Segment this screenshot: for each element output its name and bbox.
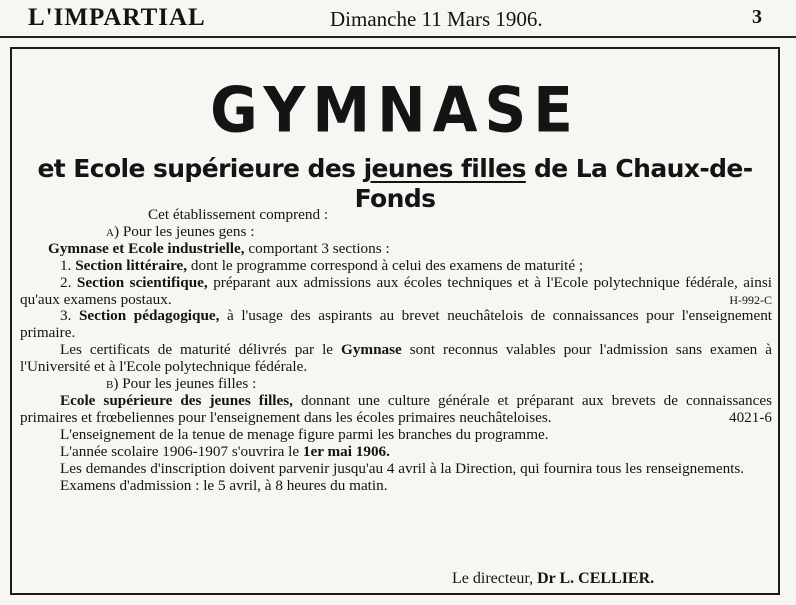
newspaper-title: L'IMPARTIAL xyxy=(28,4,206,31)
section-3: 3. Section pédagogique, à l'usage des aspirants au brevet neuchâtelois de connaissances pour l'enseignement primaire. xyxy=(20,307,773,342)
signature: Le directeur, Dr L. CELLIER. xyxy=(452,570,655,587)
ad-subtitle: et Ecole supérieure des jeunes filles de La Chaux-de-Fonds xyxy=(37,154,753,213)
gymnase-advertisement xyxy=(10,47,780,595)
ecole-paragraph: Ecole supérieure des jeunes filles, donnant une culture générale et préparant aux brevets de connaissances primaires et frœbeliennes pour l'enseignement dans les écoles primaires neuchâteloises. 4021-6 xyxy=(20,391,772,426)
section-1: 1. Section littéraire, dont le programme correspond à celui des examens de maturité ; xyxy=(60,256,584,274)
director-name: Dr L. CELLIER. xyxy=(537,570,655,587)
section-2: 2. Section scientifique, préparant aux admissions aux écoles techniques et à l'Ecole polytechnique fédérale, ainsi qu'aux examens postaux. H-992-C xyxy=(20,273,772,308)
menage-line: L'enseignement de la tenue de menage figure parmi les branches du programme. xyxy=(60,425,549,443)
section-b-heading: b) Pour les jeunes filles : xyxy=(106,375,257,393)
certificats-paragraph: Les certificats de maturité délivrés par le Gymnase sont reconnus valables pour l'admission sans examen à l'Université et à l'Ecole polytechnique fédérale. xyxy=(20,341,772,376)
intro-line: Cet établissement comprend : xyxy=(148,206,329,223)
page-number: 3 xyxy=(752,6,762,28)
section-a-heading: a) Pour les jeunes gens : xyxy=(106,222,255,240)
gymnase-line: Gymnase et Ecole industrielle, comportant 3 sections : xyxy=(48,239,390,257)
subtitle-underlined: jeunes filles xyxy=(363,154,526,183)
ad-title: GYMNASE xyxy=(210,73,580,147)
ad-body xyxy=(20,207,772,494)
demandes-paragraph: Les demandes d'inscription doivent parvenir jusqu'au 4 avril à la Direction, qui fournira tous les renseignements. xyxy=(60,459,745,477)
issue-date: Dimanche 11 Mars 1906. xyxy=(330,7,543,31)
reference-4021-6: 4021-6 xyxy=(728,408,772,426)
annee-line: L'année scolaire 1906-1907 s'ouvrira le 1er mai 1906. xyxy=(60,442,390,460)
masthead xyxy=(0,0,796,38)
reference-h992c: H-992-C xyxy=(729,292,772,307)
examens-line: Examens d'admission : le 5 avril, à 8 heures du matin. xyxy=(60,476,388,494)
